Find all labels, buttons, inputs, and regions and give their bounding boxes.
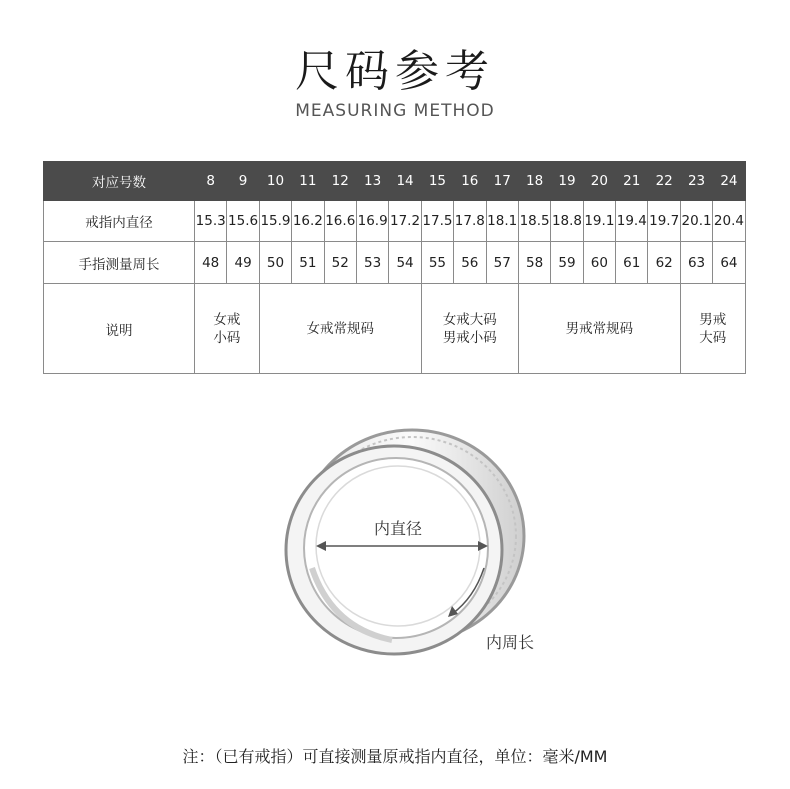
row-label-diameter: 戒指内直径 xyxy=(44,201,195,242)
size-group-note: 女戒大码 男戒小码 xyxy=(421,284,518,374)
inner-circumference-label: 内周长 xyxy=(486,633,535,652)
size-group-note: 男戒 大码 xyxy=(680,284,745,374)
circumference-value-cell: 64 xyxy=(713,242,745,284)
diameter-value-cell: 20.4 xyxy=(713,201,745,242)
size-number-cell: 22 xyxy=(648,162,680,201)
circumference-value-cell: 50 xyxy=(259,242,291,284)
page-title: 尺码参考 xyxy=(295,46,495,97)
diameter-value-cell: 18.5 xyxy=(518,201,550,242)
circumference-value-cell: 63 xyxy=(680,242,712,284)
size-group-note: 女戒 小码 xyxy=(195,284,260,374)
size-number-cell: 20 xyxy=(583,162,615,201)
size-number-cell: 11 xyxy=(292,162,324,201)
circumference-value-cell: 57 xyxy=(486,242,518,284)
circumference-value-cell: 56 xyxy=(454,242,486,284)
diameter-value-cell: 17.5 xyxy=(421,201,453,242)
circumference-value-cell: 62 xyxy=(648,242,680,284)
diameter-value-cell: 17.8 xyxy=(454,201,486,242)
circumference-value-cell: 49 xyxy=(227,242,259,284)
diameter-value-cell: 17.2 xyxy=(389,201,421,242)
circumference-value-cell: 55 xyxy=(421,242,453,284)
inner-diameter-label: 内直径 xyxy=(366,516,430,539)
diameter-value-cell: 18.8 xyxy=(551,201,583,242)
size-number-cell: 8 xyxy=(195,162,227,201)
diameter-value-cell: 20.1 xyxy=(680,201,712,242)
diameter-value-cell: 18.1 xyxy=(486,201,518,242)
diameter-value-cell: 16.9 xyxy=(356,201,388,242)
circumference-value-cell: 53 xyxy=(356,242,388,284)
size-number-cell: 15 xyxy=(421,162,453,201)
size-number-cell: 17 xyxy=(486,162,518,201)
diameter-value-cell: 19.7 xyxy=(648,201,680,242)
size-table xyxy=(43,161,746,374)
row-label-notes: 说明 xyxy=(44,284,195,374)
circumference-value-cell: 58 xyxy=(518,242,550,284)
size-group-note: 男戒常规码 xyxy=(518,284,680,374)
table-row-diameter xyxy=(44,201,746,242)
diameter-value-cell: 15.9 xyxy=(259,201,291,242)
circumference-value-cell: 48 xyxy=(195,242,227,284)
size-number-cell: 10 xyxy=(259,162,291,201)
size-number-cell: 14 xyxy=(389,162,421,201)
size-number-cell: 21 xyxy=(616,162,648,201)
table-header-row xyxy=(44,162,746,201)
row-label-circumference: 手指测量周长 xyxy=(44,242,195,284)
diameter-value-cell: 15.3 xyxy=(195,201,227,242)
diameter-value-cell: 19.1 xyxy=(583,201,615,242)
page-subtitle: MEASURING METHOD xyxy=(295,101,495,121)
size-number-cell: 16 xyxy=(454,162,486,201)
circumference-value-cell: 51 xyxy=(292,242,324,284)
diameter-value-cell: 16.6 xyxy=(324,201,356,242)
size-number-cell: 18 xyxy=(518,162,550,201)
footnote: 注：（已有戒指）可直接测量原戒指内直径，单位：毫米/MM xyxy=(182,747,608,766)
circumference-value-cell: 60 xyxy=(583,242,615,284)
diameter-value-cell: 19.4 xyxy=(616,201,648,242)
size-number-cell: 24 xyxy=(713,162,745,201)
row-label-size: 对应号数 xyxy=(44,162,195,201)
circumference-value-cell: 52 xyxy=(324,242,356,284)
table-row-circumference xyxy=(44,242,746,284)
size-number-cell: 12 xyxy=(324,162,356,201)
table-row-notes xyxy=(44,284,746,374)
diameter-value-cell: 15.6 xyxy=(227,201,259,242)
diameter-value-cell: 16.2 xyxy=(292,201,324,242)
circumference-value-cell: 59 xyxy=(551,242,583,284)
size-number-cell: 19 xyxy=(551,162,583,201)
size-number-cell: 9 xyxy=(227,162,259,201)
size-group-note: 女戒常规码 xyxy=(259,284,421,374)
size-number-cell: 23 xyxy=(680,162,712,201)
circumference-value-cell: 61 xyxy=(616,242,648,284)
size-number-cell: 13 xyxy=(356,162,388,201)
circumference-value-cell: 54 xyxy=(389,242,421,284)
